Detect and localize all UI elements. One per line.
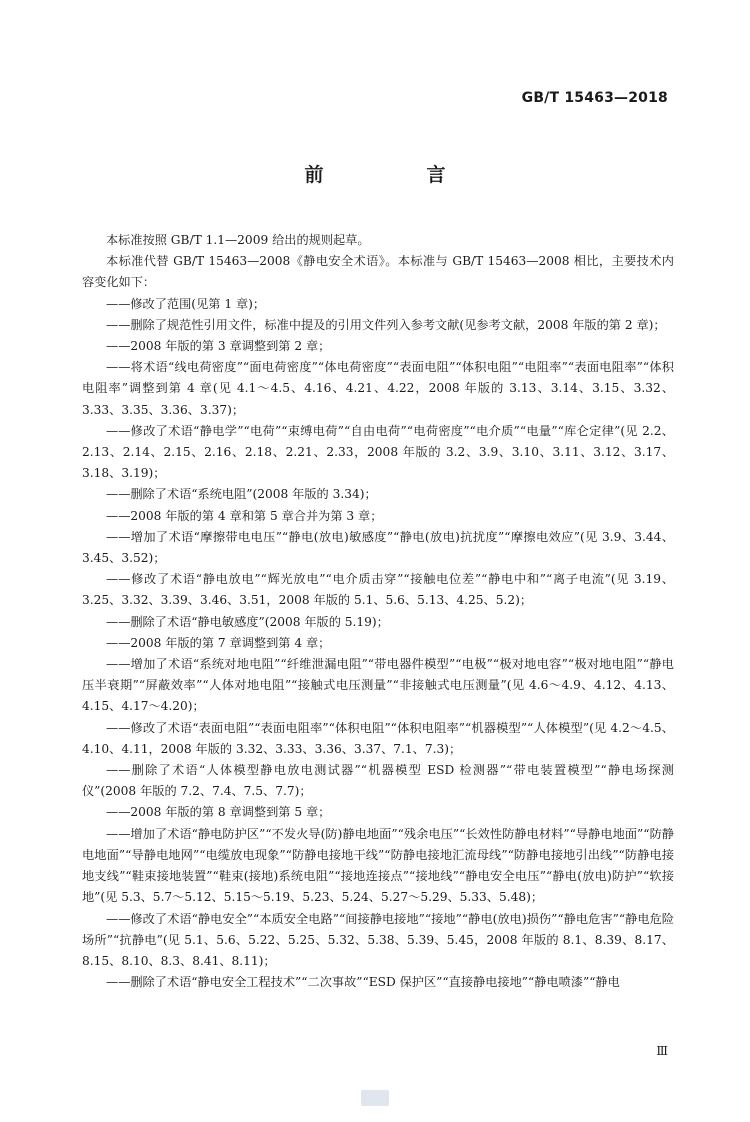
change-item: ——删除了术语“系统电阻”(2008 年版的 3.34)；: [106, 487, 377, 502]
change-item: ——2008 年版的第 8 章调整到第 5 章；: [106, 805, 331, 820]
change-item: ——2008 年版的第 7 章调整到第 4 章；: [106, 635, 331, 650]
change-item: ——2008 年版的第 4 章和第 5 章合并为第 3 章；: [106, 508, 383, 523]
page-number: Ⅲ: [656, 1044, 668, 1058]
change-item: ——修改了术语“表面电阻”“表面电阻率”“体积电阻”“体积电阻率”“机器模型”“人体模型”(见 4.2～4.5、4.10、4.11，2008 年版的 3.32、3.33、3.36、3.37、7.1、7.3)；: [82, 720, 674, 756]
change-item: ——修改了术语“静电学”“电荷”“束缚电荷”“自由电荷”“电荷密度”“电介质”“电量”“库仑定律”(见 2.2、2.13、2.14、2.15、2.16、2.18、2.21、2.33，2008 年版的 3.2、3.9、3.10、3.11、3.12、3.17、3.18、3.19)；: [82, 423, 674, 481]
change-item: ——2008 年版的第 3 章调整到第 2 章；: [106, 339, 331, 354]
change-item: ——增加了术语“系统对地电阻”“纤维泄漏电阻”“带电器件模型”“电极”“极对地电容”“极对地电阻”“静电压半衰期”“屏蔽效率”“人体对地电阻”“接触式电压测量”“非接触式电压测量”(见 4.6～4.9、4.12、4.13、4.15、4.17～4.20)；: [82, 657, 674, 714]
change-item: ——修改了术语“静电放电”“辉光放电”“电介质击穿”“接触电位差”“静电中和”“离子电流”(见 3.19、3.25、3.32、3.39、3.46、3.51，2008 年版的 5.1、5.6、5.13、4.25、5.2)；: [82, 572, 674, 608]
change-item: ——删除了术语“静电安全工程技术”“二次事故”“ESD 保护区”“直接静电接地”“静电喷漆”“静电: [106, 975, 620, 990]
change-item: ——增加了术语“摩擦带电电压”“静电(放电)敏感度”“静电(放电)抗扰度”“摩擦电效应”(见 3.9、3.44、3.45、3.52)；: [82, 529, 674, 566]
standard-code: GB/T 15463—2018: [521, 90, 668, 106]
change-item: ——删除了术语“静电敏感度”(2008 年版的 5.19)；: [106, 614, 389, 629]
change-item: ——删除了术语“人体模型静电放电测试器”“机器模型 ESD 检测器”“带电装置模型”“静电场探测仪”(2008 年版的 7.2、7.4、7.5、7.7)；: [82, 763, 674, 799]
change-item: ——修改了范围(见第 1 章)；: [106, 296, 266, 311]
change-item: ——删除了规范性引用文件，标准中提及的引用文件列入参考文献(见参考文献，2008 年版的第 2 章)；: [106, 317, 666, 332]
paragraph: 本标准按照 GB/T 1.1—2009 给出的规则起草。: [106, 233, 370, 247]
change-item: ——增加了术语“静电防护区”“不发火导(防)静电地面”“残余电压”“长效性防静电材料”“导静电地面”“防静电地面”“导静电地网”“电缆放电现象”“防静电接地干线”“防静电接地汇流母线”“防静电接地引出线”“防静电接地支线”“鞋束接地装置”“鞋束(接地)系统电阻”“接地连接点”“接地线”“静电安全电压”“静电(放电)防护”“软接地”(见 5.3、5.7～5.12、5.15～5.19、5.23、5.24、5.27～5.29、5.33、5.48)；: [82, 826, 674, 905]
document-body: [82, 230, 674, 993]
paragraph: 本标准代替 GB/T 15463—2008《静电安全术语》。本标准与 GB/T 15463—2008 相比，主要技术内容变化如下：: [82, 254, 674, 290]
change-item: ——将术语“线电荷密度”“面电荷密度”“体电荷密度”“表面电阻”“体积电阻”“电阻率”“表面电阻率”“体积电阻率”调整到第 4 章(见 4.1～4.5、4.16、4.21、4.22，2008 年版的 3.13、3.14、3.15、3.32、3.33、3.35、3.36、3.37)；: [82, 360, 674, 417]
page-title: 前 言: [304, 164, 488, 186]
change-item: ——修改了术语“静电安全”“本质安全电路”“间接静电接地”“接地”“静电(放电)损伤”“静电危害”“静电危险场所”“抗静电”(见 5.1、5.6、5.22、5.25、5.32、5.38、5.39、5.45，2008 年版的 8.1、8.39、8.17、8.15、8.10、8.3、8.41、8.11)；: [82, 911, 674, 968]
publisher-mark: [361, 1090, 389, 1106]
